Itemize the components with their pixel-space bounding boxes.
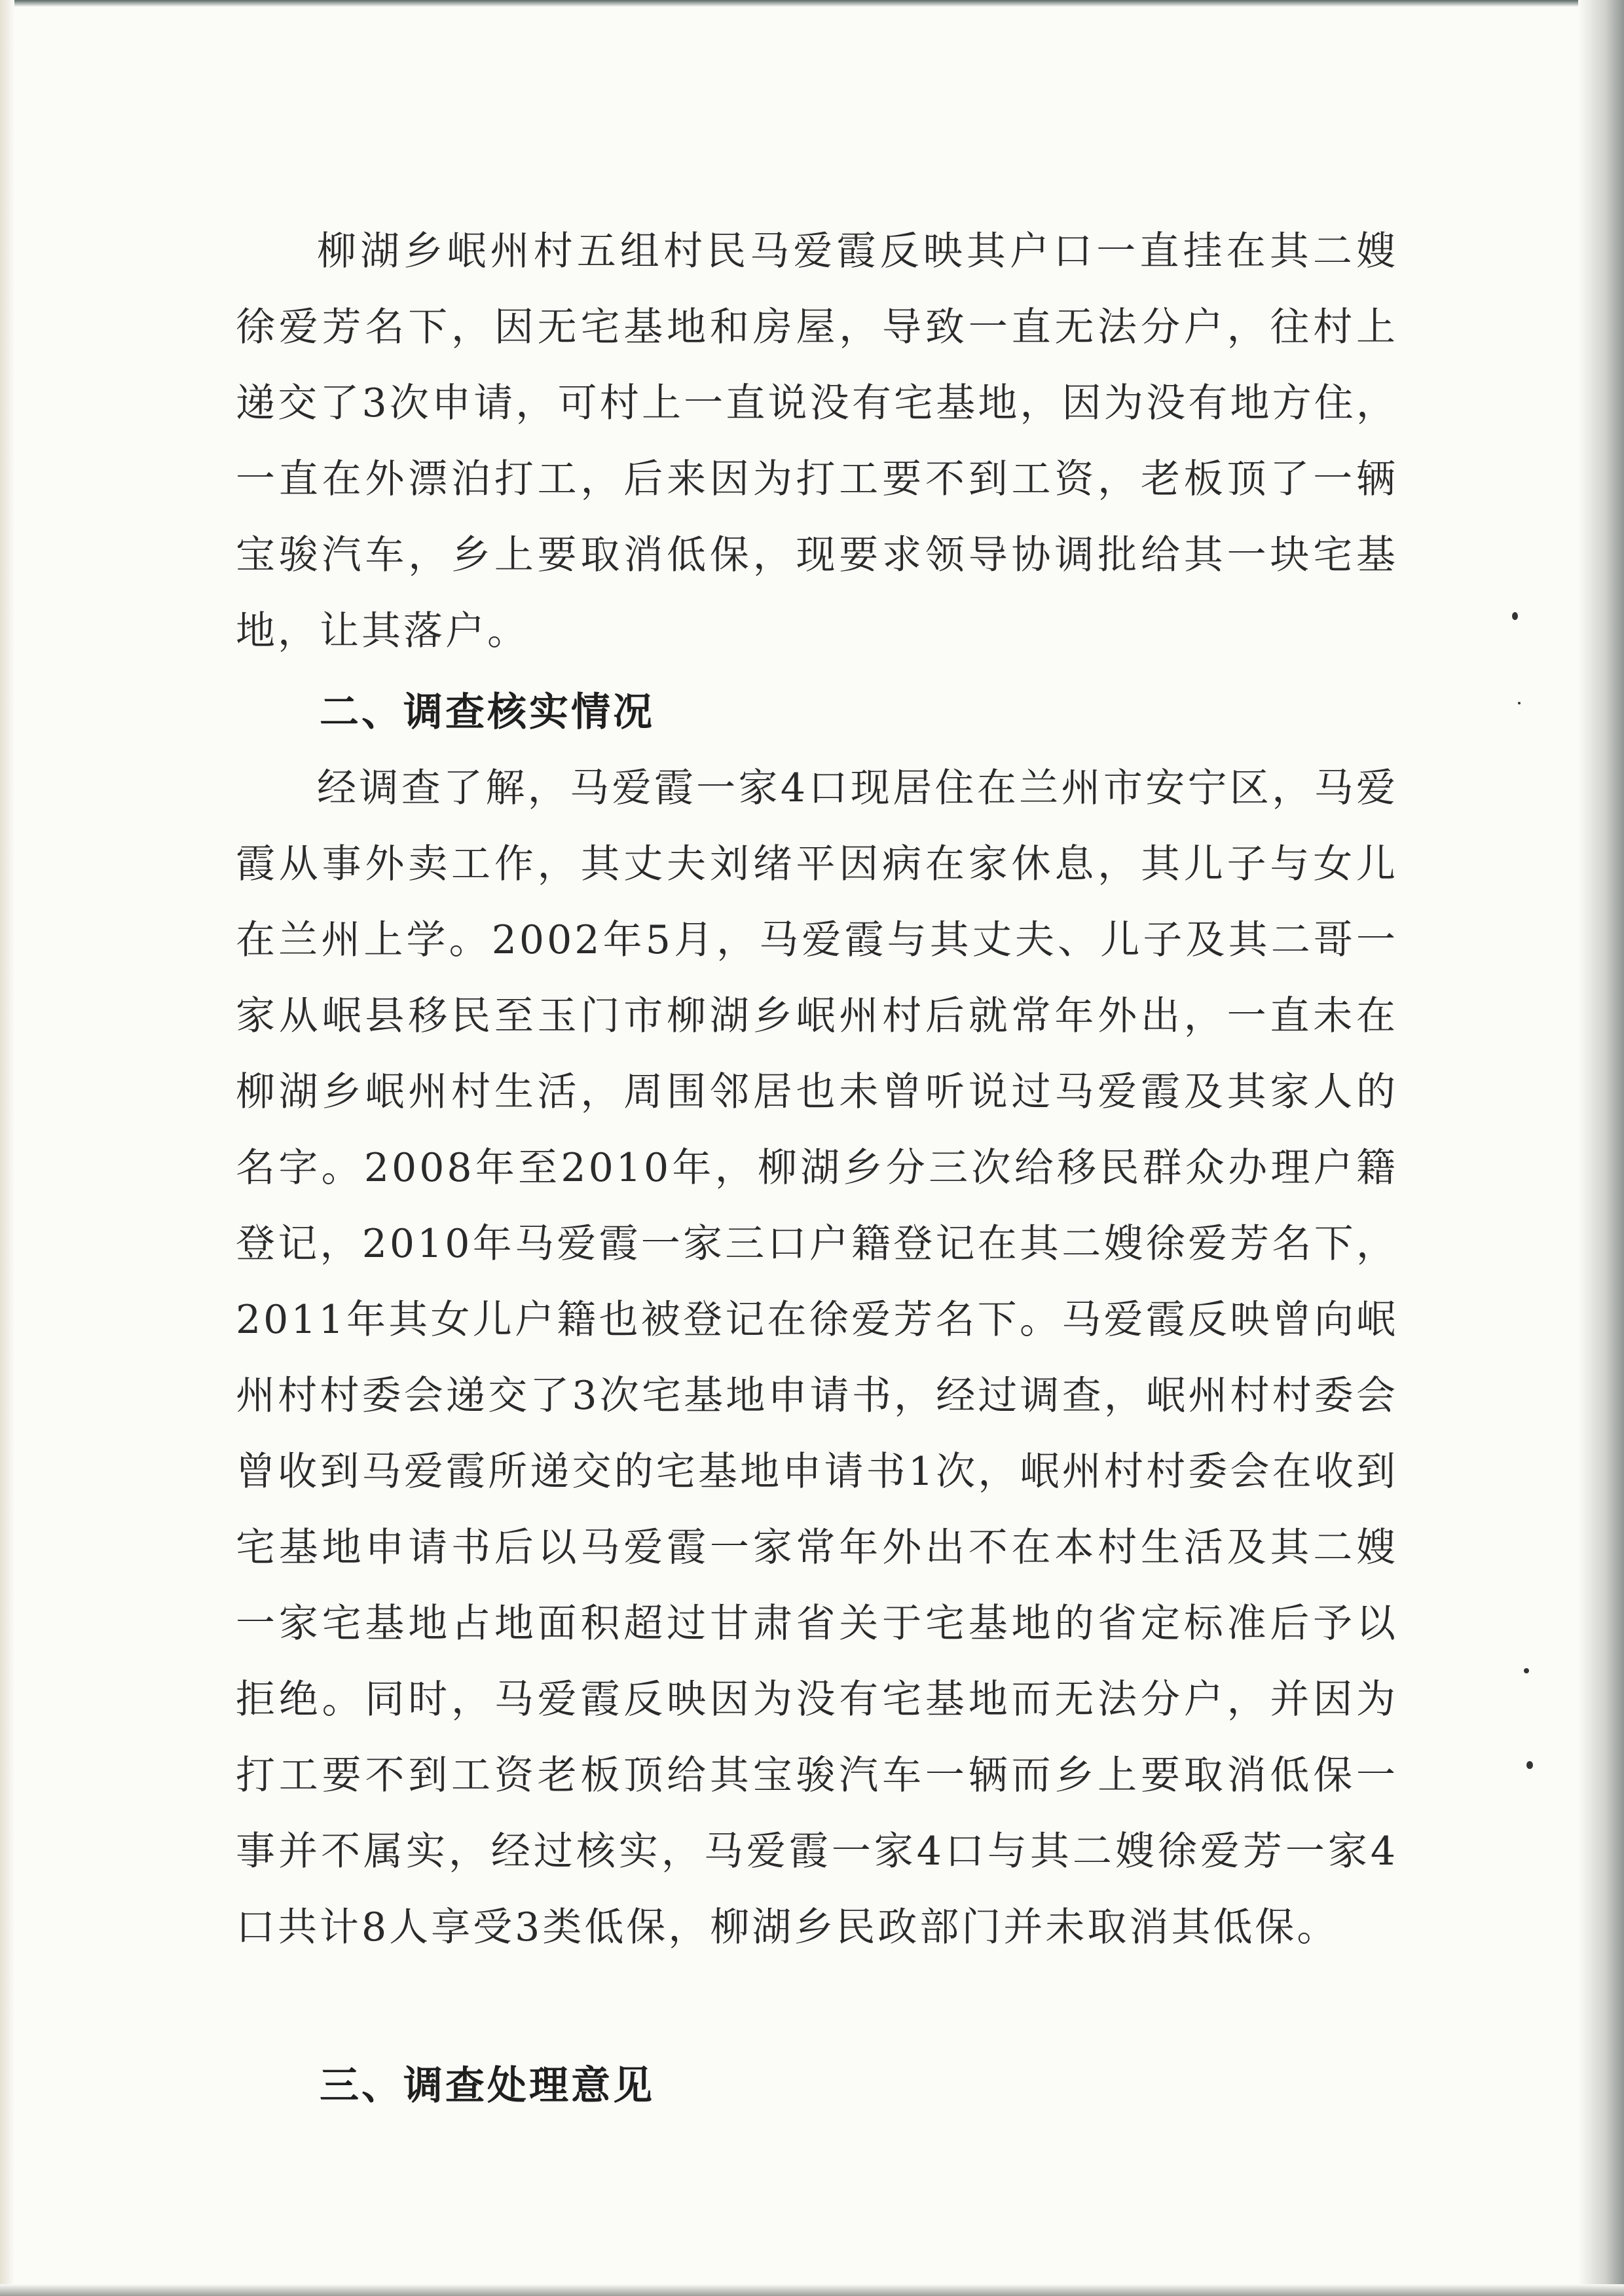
scan-edge-right bbox=[1578, 0, 1624, 2296]
heading-opinion: 三、调查处理意见 bbox=[320, 2063, 655, 2109]
scan-edge-left bbox=[0, 0, 14, 2296]
heading-investigation: 二、调查核实情况 bbox=[320, 689, 655, 735]
paragraph-investigation bbox=[236, 750, 1398, 1965]
paragraph-complaint bbox=[236, 213, 1398, 669]
scan-edge-bottom bbox=[0, 2284, 1624, 2296]
scan-speck bbox=[1518, 702, 1521, 704]
scan-speck bbox=[1524, 1668, 1529, 1673]
paragraph-2-text: 经调查了解，马爱霞一家4口现居住在兰州市安宁区，马爱霞从事外卖工作，其丈夫刘绪平因病在家休息，其儿子与女儿在兰州上学。2002年5月，马爱霞与其丈夫、儿子及其二哥一家从岷县移民至玉门市柳湖乡岷州村后就常年外出，一直未在柳湖乡岷州村生活，周围邻居也未曾听说过马爱霞及其家人的名字。2008年至2010年，柳湖乡分三次给移民群众办理户籍登记，2010年马爱霞一家三口户籍登记在其二嫂徐爱芳名下，2011年其女儿户籍也被登记在徐爱芳名下。马爱霞反映曾向岷州村村委会递交了3次宅基地申请书，经过调查，岷州村村委会曾收到马爱霞所递交的宅基地申请书1次，岷州村村委会在收到宅基地申请书后以马爱霞一家常年外出不在本村生活及其二嫂一家宅基地占地面积超过甘肃省关于宅基地的省定标准后予以拒绝。同时，马爱霞反映因为没有宅基地而无法分户，并因为打工要不到工资老板顶给其宝骏汽车一辆而乡上要取消低保一事并不属实，经过核实，马爱霞一家4口与其二嫂徐爱芳一家4口共计8人享受3类低保，柳湖乡民政部门并未取消其低保。 bbox=[236, 765, 1398, 1950]
paragraph-1-text: 柳湖乡岷州村五组村民马爱霞反映其户口一直挂在其二嫂徐爱芳名下，因无宅基地和房屋，导致一直无法分户，往村上递交了3次申请，可村上一直说没有宅基地，因为没有地方住，一直在外漂泊打工，后来因为打工要不到工资，老板顶了一辆宝骏汽车，乡上要取消低保，现要求领导协调批给其一块宅基地，让其落户。 bbox=[236, 228, 1398, 654]
scan-speck bbox=[1526, 1761, 1533, 1769]
scan-edge-top bbox=[0, 0, 1624, 7]
scan-speck bbox=[1512, 612, 1518, 620]
